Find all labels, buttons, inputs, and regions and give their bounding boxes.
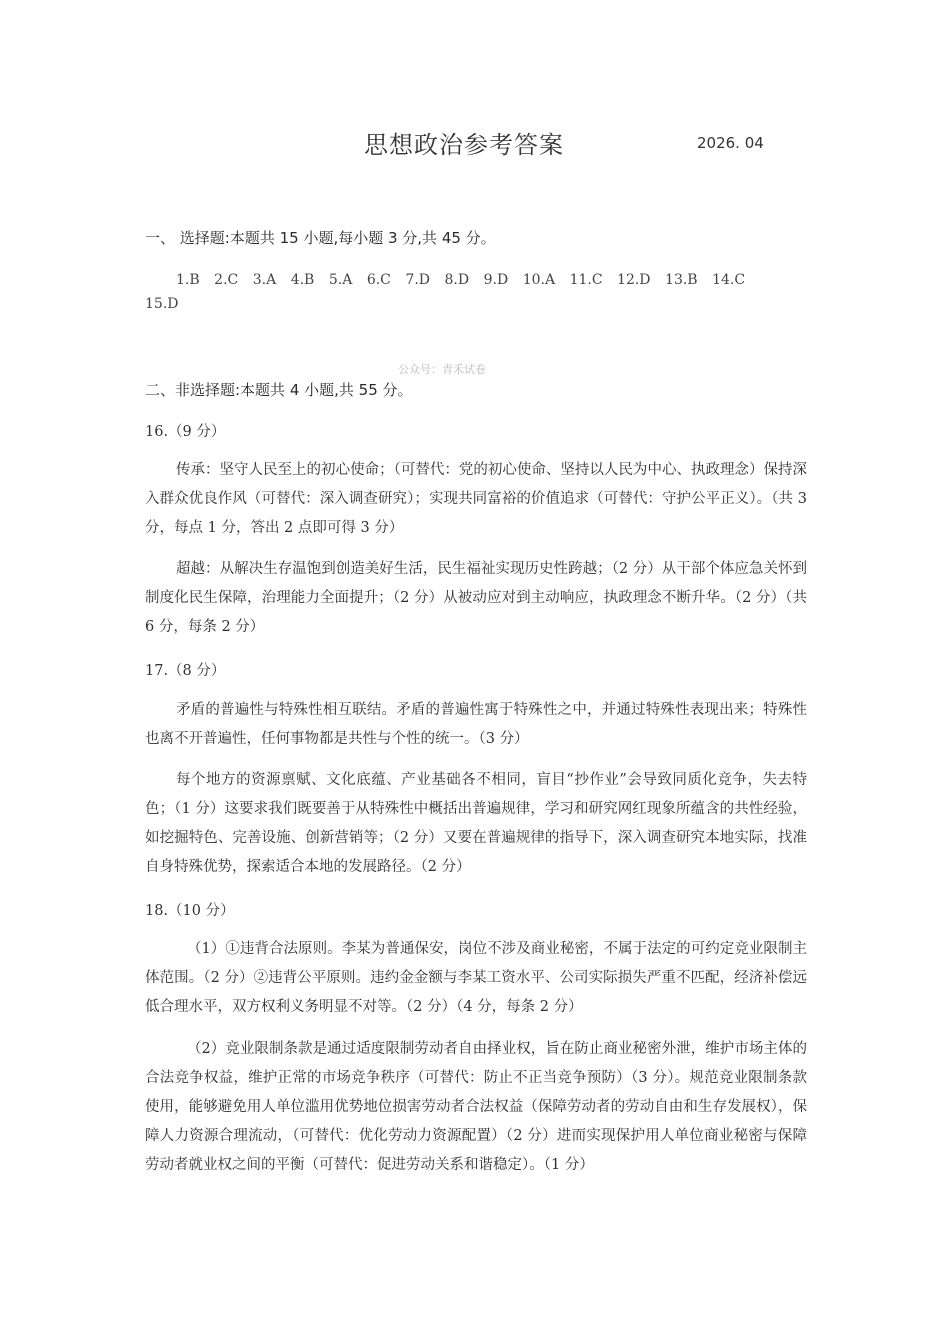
question-18-number: 18.（10 分） bbox=[145, 903, 235, 919]
question-16-paragraph-1: 传承：坚守人民至上的初心使命；（可替代：党的初心使命、坚持以人民为中心、执政理念）保持深入群众优良作风（可替代：深入调查研究）；实现共同富裕的价值追求（可替代：守护公平正义）。（共 3 分，每点 1 分，答出 2 点即可得 3 分） bbox=[145, 462, 807, 536]
section2-heading: 二、非选择题:本题共 4 小题,共 55 分。 bbox=[145, 381, 413, 399]
section1-heading: 一、 选择题:本题共 15 小题,每小题 3 分,共 45 分。 bbox=[145, 229, 496, 247]
answer-item: 6.C bbox=[366, 272, 391, 288]
answer-item: 10.A bbox=[522, 272, 556, 288]
question-16-paragraph-2: 超越：从解决生存温饱到创造美好生活，民生福祉实现历史性跨越；（2 分）从干部个体应急关怀到制度化民生保障，治理能力全面提升；（2 分）从被动应对到主动响应，执政理念不断升华。（2 分）（共 6 分，每条 2 分） bbox=[145, 561, 807, 635]
question-18-paragraph-1: （1）①违背合法原则。李某为普通保安，岗位不涉及商业秘密，不属于法定的可约定竞业限制主体范围。（2 分）②违背公平原则。违约金金额与李某工资水平、公司实际损失严重不匹配，经济补偿远低合理水平，双方权利义务明显不对等。（2 分）（4 分，每条 2 分） bbox=[145, 941, 807, 1015]
answer-item: 1.B bbox=[176, 272, 200, 288]
answer-item: 8.D bbox=[444, 272, 470, 288]
answer-item: 7.D bbox=[405, 272, 430, 288]
answer-item: 5.A bbox=[328, 272, 353, 288]
document-date: 2026. 04 bbox=[697, 134, 764, 152]
question-17-paragraph-2: 每个地方的资源禀赋、文化底蕴、产业基础各不相同，盲目“抄作业”会导致同质化竞争，失去特色；（1 分）这要求我们既要善于从特殊性中概括出普遍规律，学习和研究网红现象所蕴含的共性经验，如挖掘特色、完善设施、创新营销等；（2 分）又要在普遍规律的指导下，深入调查研究本地实际，找准自身特殊优势，探索适合本地的发展路径。（2 分） bbox=[145, 772, 807, 875]
document-title: 思想政治参考答案 bbox=[364, 131, 564, 159]
answer-item: 11.C bbox=[569, 272, 603, 288]
watermark-text: 公众号：青禾试卷 bbox=[398, 363, 486, 376]
answer-item: 14.C bbox=[712, 272, 746, 288]
answer-item: 2.C bbox=[214, 272, 239, 288]
question-16-number: 16.（9 分） bbox=[145, 424, 226, 440]
question-17-paragraph-1: 矛盾的普遍性与特殊性相互联结。矛盾的普遍性寓于特殊性之中，并通过特殊性表现出来；特殊性也离不开普遍性，任何事物都是共性与个性的统一。（3 分） bbox=[145, 702, 807, 747]
question-17-number: 17.（8 分） bbox=[145, 663, 226, 679]
answer-item: 3.A bbox=[252, 272, 277, 288]
answer-item: 13.B bbox=[665, 272, 698, 288]
choice-answers bbox=[176, 266, 816, 295]
answer-item: 4.B bbox=[290, 272, 315, 288]
answer-item: 9.D bbox=[483, 272, 509, 288]
answer-item-last: 15.D bbox=[145, 296, 179, 312]
answer-item: 12.D bbox=[617, 272, 651, 288]
question-18-paragraph-2: （2）竞业限制条款是通过适度限制劳动者自由择业权，旨在防止商业秘密外泄，维护市场主体的合法竞争权益，维护正常的市场竞争秩序（可替代：防止不正当竞争预防）（3 分）。规范竞业限制条款使用，能够避免用人单位滥用优势地位损害劳动者合法权益（保障劳动者的劳动自由和生存发展权），保障人力资源合理流动，（可替代：优化劳动力资源配置）（2 分）进而实现保护用人单位商业秘密与保障劳动者就业权之间的平衡（可替代：促进劳动关系和谐稳定）。（1 分） bbox=[145, 1041, 807, 1173]
